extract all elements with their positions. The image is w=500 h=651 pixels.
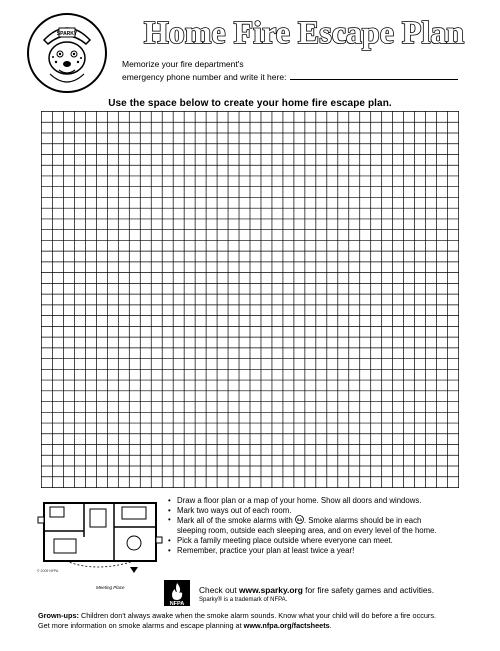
page-title [118,10,490,52]
smoke-alarm-icon [295,515,304,524]
drawing-grid[interactable] [41,111,459,488]
instruction-item: • Remember, practice your plan at least twice a year! [168,546,494,556]
instruction-item: • Mark two ways out of each room. [168,506,494,516]
grownups-note: Grown-ups: Children don't always awake when the smoke alarm sounds. Know what your child will do before a fire occurs. Get more information on smoke alarms and escape planning at www.nfpa.org/factsheets. [38,611,437,630]
trademark-notice: Sparky® is a trademark of NFPA. [199,597,288,603]
logo-badge-text: SPARKY [56,31,78,37]
grownups-label: Grown-ups: [38,611,79,620]
phone-number-prompt [122,59,482,83]
nfpa-logo [164,580,190,606]
meeting-place-label: Meeting Place [96,585,125,590]
svg-text:NFPA: NFPA [169,601,185,606]
sparky-link[interactable]: www.sparky.org [239,585,303,595]
instruction-item: • Draw a floor plan or a map of your home. Show all doors and windows. [168,496,494,506]
sample-floor-plan [36,497,164,577]
instructions-list [168,496,494,555]
memorize-line-1: Memorize your fire department's [122,59,244,69]
instruction-item: • Pick a family meeting place outside where everyone can meet. [168,536,494,546]
sparky-logo [26,10,108,96]
memorize-line-2: emergency phone number and write it here: [122,72,287,82]
svg-text:SA: SA [296,517,303,523]
copyright-small: © 2009 NFPA [37,569,59,573]
phone-number-write-line[interactable] [290,70,458,80]
title-text: Home Fire Escape Plan [143,14,465,50]
nfpa-factsheets-link[interactable]: www.nfpa.org/factsheets [243,621,330,630]
grid-instruction: Use the space below to create your home fire escape plan. [108,98,392,109]
sparky-promo: Check out www.sparky.org for fire safety games and activities. [199,585,435,595]
instruction-item: • Mark all of the smoke alarms with SA . Smoke alarms should be in each sleeping room, outside each sleeping area, and on every level of the home. [168,515,494,535]
